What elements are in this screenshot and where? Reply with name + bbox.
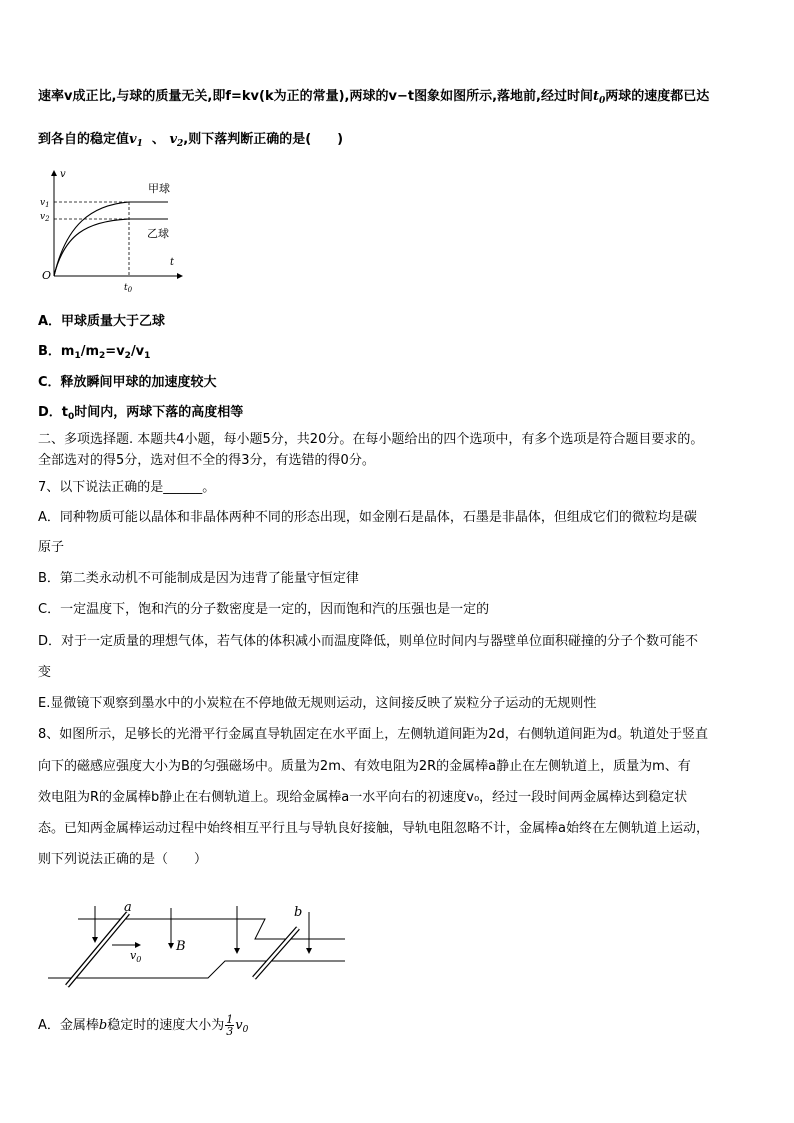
q8-a-num: 1 xyxy=(226,1013,234,1026)
q8-line3: 效电阻为R的金属棒b静止在右侧轨道上。现给金属棒a一水平向右的初速度v₀，经过一段时间两金属棒达到稳定状 xyxy=(38,790,688,805)
q8-a-den: 3 xyxy=(226,1025,234,1038)
origin-label: O xyxy=(42,269,52,282)
q6-t0-sub: 0 xyxy=(598,96,606,106)
q6-t0: t xyxy=(592,89,599,104)
q6-b-prefix: B．m xyxy=(38,344,75,359)
curve-jia-label: 甲球 xyxy=(148,182,170,195)
q8-line4: 态。已知两金属棒运动过程中始终相互平行且与导轨良好接触，导轨电阻忽略不计，金属棒a始终在左侧轨道上运动， xyxy=(38,821,709,836)
section2-line2: 全部选对的得5分，选对但不全的得3分，有选错的得0分。 xyxy=(38,453,375,468)
q6-sep: 、 xyxy=(151,132,165,147)
q6-b-sub4: 1 xyxy=(144,351,151,361)
q6-b-sub1: 1 xyxy=(74,351,81,361)
q6-v1-sub: 1 xyxy=(136,139,143,149)
v1-label: $v_1$ xyxy=(40,198,50,209)
q6-d-sub: 0 xyxy=(68,412,75,422)
q7-stem: 7、以下说法正确的是______。 xyxy=(38,480,216,495)
lower-rail xyxy=(48,961,345,978)
q6-v2-sub: 2 xyxy=(177,139,184,149)
q6-d-prefix: D．t xyxy=(38,405,69,420)
q6-stem-line2 xyxy=(38,131,343,153)
q8-line1: 8、如图所示，足够长的光滑平行金属直导轨固定在水平面上，左侧轨道间距为2d，右侧轨道间距为d。轨道处于竖直 xyxy=(38,727,709,742)
label-b: b xyxy=(294,905,303,920)
q6-vt-graph xyxy=(36,165,186,295)
q6-v1: v xyxy=(129,132,137,147)
q6-b-sub2: 2 xyxy=(99,351,106,361)
q6-stem-text-b: 两球的速度都已达 xyxy=(605,89,710,104)
rod-b-inner xyxy=(254,928,298,978)
rod-a-inner xyxy=(67,913,128,986)
q7-option-c: C．一定温度下，饱和汽的分子数密度是一定的，因而饱和汽的压强也是一定的 xyxy=(38,602,490,617)
q7-option-e: E.显微镜下观察到墨水中的小炭粒在不停地做无规则运动，这间接反映了炭粒分子运动的无规则性 xyxy=(38,696,597,711)
label-v0: $v_0$ xyxy=(130,949,142,964)
q7-option-b: B．第二类永动机不可能制成是因为违背了能量守恒定律 xyxy=(38,571,359,586)
q8-a-v: v xyxy=(235,1018,243,1033)
v-axis-label: v xyxy=(60,169,66,180)
q7-option-a-line2: 原子 xyxy=(38,540,65,555)
t-axis-label: t xyxy=(170,257,175,268)
q6-d-rest: 时间内，两球下落的高度相等 xyxy=(74,405,244,420)
curve-yi-label: 乙球 xyxy=(147,227,169,240)
q8-option-a xyxy=(38,1013,248,1043)
label-a: a xyxy=(124,900,132,915)
q8-a-fraction xyxy=(225,1014,234,1037)
q7-option-d-line1: D．对于一定质量的理想气体，若气体的体积减小而温度降低，则单位时间内与器壁单位面积碰撞的分子个数可能不 xyxy=(38,634,699,649)
q8-a-prefix: A．金属棒 xyxy=(38,1018,99,1033)
label-B: B xyxy=(176,939,186,954)
q6-option-b xyxy=(38,343,150,365)
q8-rail-figure xyxy=(40,898,360,990)
q8-line5: 则下列说法正确的是（ ） xyxy=(38,852,208,867)
q8-a-b: b xyxy=(98,1018,108,1033)
q7-option-a-line1: A．同种物质可能以晶体和非晶体两种不同的形态出现，如金刚石是晶体，石墨是非晶体，但组成它们的微粒均是碳 xyxy=(38,510,697,525)
q8-line2: 向下的磁感应强度大小为B的匀强磁场中。质量为2m、有效电阻为2R的金属棒a静止在左侧轨道上，质量为m、有 xyxy=(38,759,691,774)
q6-stem-text-a: 速率v成正比,与球的质量无关,即f=kv(k为正的常量),两球的v−t图象如图所示,落地前,经过时间 xyxy=(38,89,593,104)
q6-b-mid3: /v xyxy=(130,344,145,359)
q6-b-sub3: 2 xyxy=(124,351,131,361)
q6-option-a: A．甲球质量大于乙球 xyxy=(38,314,166,329)
q6-stem-line1 xyxy=(38,88,709,110)
q6-b-mid1: /m xyxy=(80,344,100,359)
q6-stem-text-c: 到各自的稳定值 xyxy=(38,132,130,147)
q7-option-d-line2: 变 xyxy=(38,665,52,680)
t0-label: $t_0$ xyxy=(124,283,133,294)
q6-option-c: C．释放瞬间甲球的加速度较大 xyxy=(38,375,217,390)
section2-line1: 二、多项选择题. 本题共4小题，每小题5分，共20分。在每小题给出的四个选项中，有多个选项是符合题目要求的。 xyxy=(38,432,704,447)
q6-stem-text-d: ,则下落判断正确的是( ) xyxy=(183,132,344,147)
v2-label: $v_2$ xyxy=(40,212,50,223)
q8-a-v-sub: 0 xyxy=(242,1025,249,1035)
q6-b-mid2: =v xyxy=(105,344,125,359)
q6-option-d xyxy=(38,404,243,426)
q8-a-mid: 稳定时的速度大小为 xyxy=(107,1018,225,1033)
q6-v2: v xyxy=(169,132,178,147)
